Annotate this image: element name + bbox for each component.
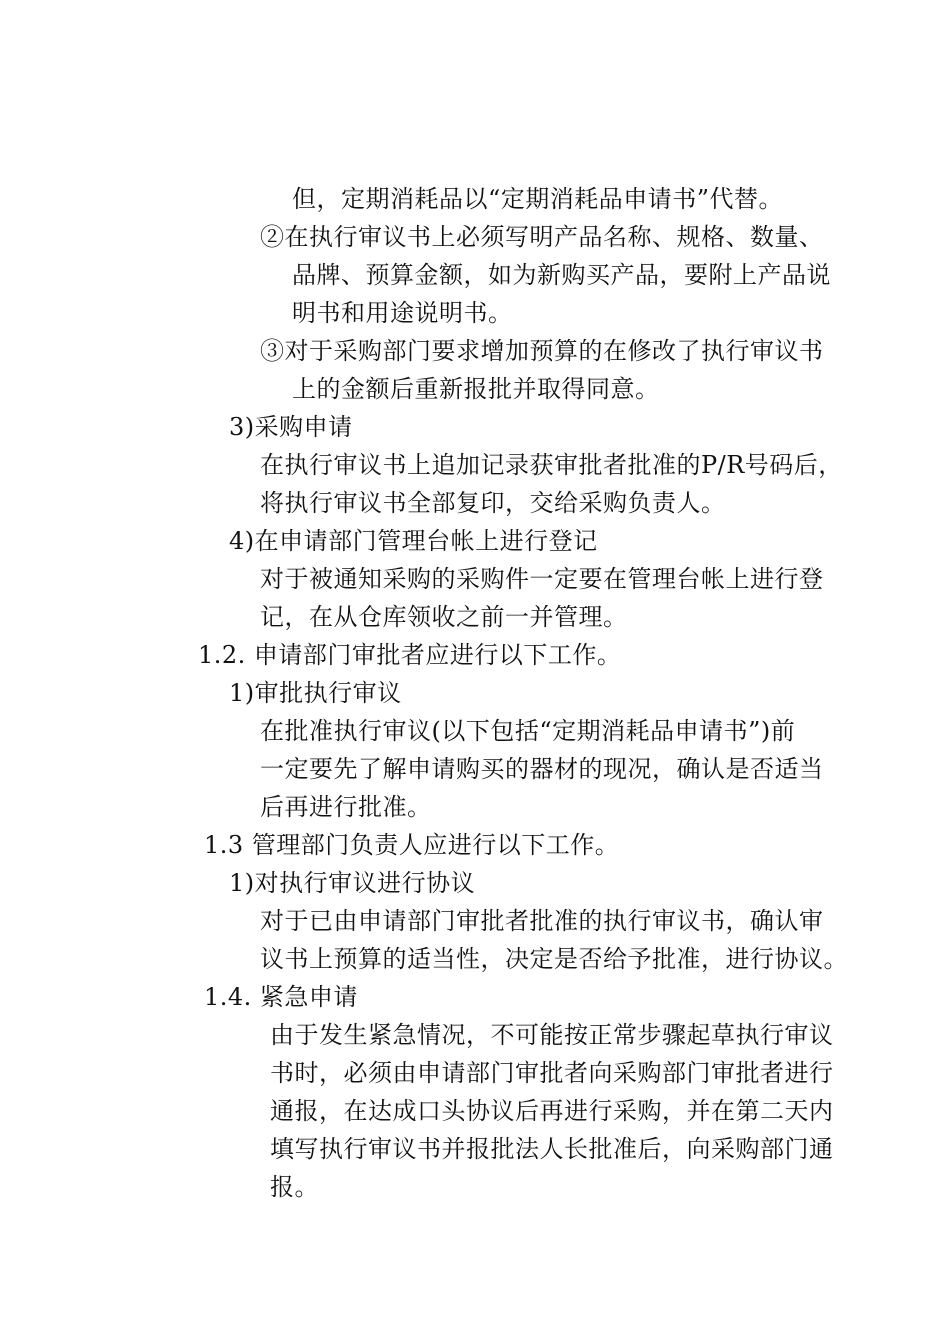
- text-line: 将执行审议书全部复印，交给采购负责人。: [260, 489, 726, 517]
- text-line: 明书和用途说明书。: [292, 299, 513, 327]
- subheading-purchase-request: 3)采购申请: [229, 413, 353, 441]
- text-line: 通报，在达成口头协议后再进行采购，并在第二天内: [270, 1097, 834, 1125]
- list-item-3: ③对于采购部门要求增加预算的在修改了执行审议书: [260, 337, 824, 365]
- text-line: 书时，必须由申请部门审批者向采购部门审批者进行: [270, 1059, 834, 1087]
- text-line: 对于被通知采购的采购件一定要在管理台帐上进行登: [260, 565, 824, 593]
- subheading-approve: 1)审批执行审议: [229, 679, 402, 707]
- text-line: 由于发生紧急情况，不可能按正常步骤起草执行审议: [270, 1021, 834, 1049]
- text-line: 在批准执行审议(以下包括“定期消耗品申请书”)前: [260, 717, 796, 745]
- text-line: 在执行审议书上追加记录获审批者批准的P/R号码后，: [260, 451, 843, 479]
- text-line: 报。: [270, 1173, 319, 1201]
- text-line: 但，定期消耗品以“定期消耗品申请书”代替。: [292, 185, 784, 213]
- text-line: 品牌、预算金额，如为新购买产品，要附上产品说: [292, 261, 831, 289]
- text-line: 一定要先了解申请购买的器材的现况，确认是否适当: [260, 755, 824, 783]
- text-line: 上的金额后重新报批并取得同意。: [292, 375, 660, 403]
- text-line: 议书上预算的适当性，决定是否给予批准，进行协议。: [260, 945, 848, 973]
- text-line: 记，在从仓库领收之前一并管理。: [260, 603, 628, 631]
- text-line: 填写执行审议书并报批法人长批准后，向采购部门通: [270, 1135, 834, 1163]
- list-item-2: ②在执行审议书上必须写明产品名称、规格、数量、: [260, 223, 824, 251]
- subheading-consult: 1)对执行审议进行协议: [229, 869, 476, 897]
- section-heading-1-2: 1.2. 申请部门审批者应进行以下工作。: [198, 641, 622, 669]
- text-line: 后再进行批准。: [260, 793, 432, 821]
- text-line: 对于已由申请部门审批者批准的执行审议书，确认审: [260, 907, 824, 935]
- subheading-register: 4)在申请部门管理台帐上进行登记: [229, 527, 598, 555]
- section-heading-1-4: 1.4. 紧急申请: [204, 983, 358, 1011]
- section-heading-1-3: 1.3 管理部门负责人应进行以下工作。: [204, 831, 620, 859]
